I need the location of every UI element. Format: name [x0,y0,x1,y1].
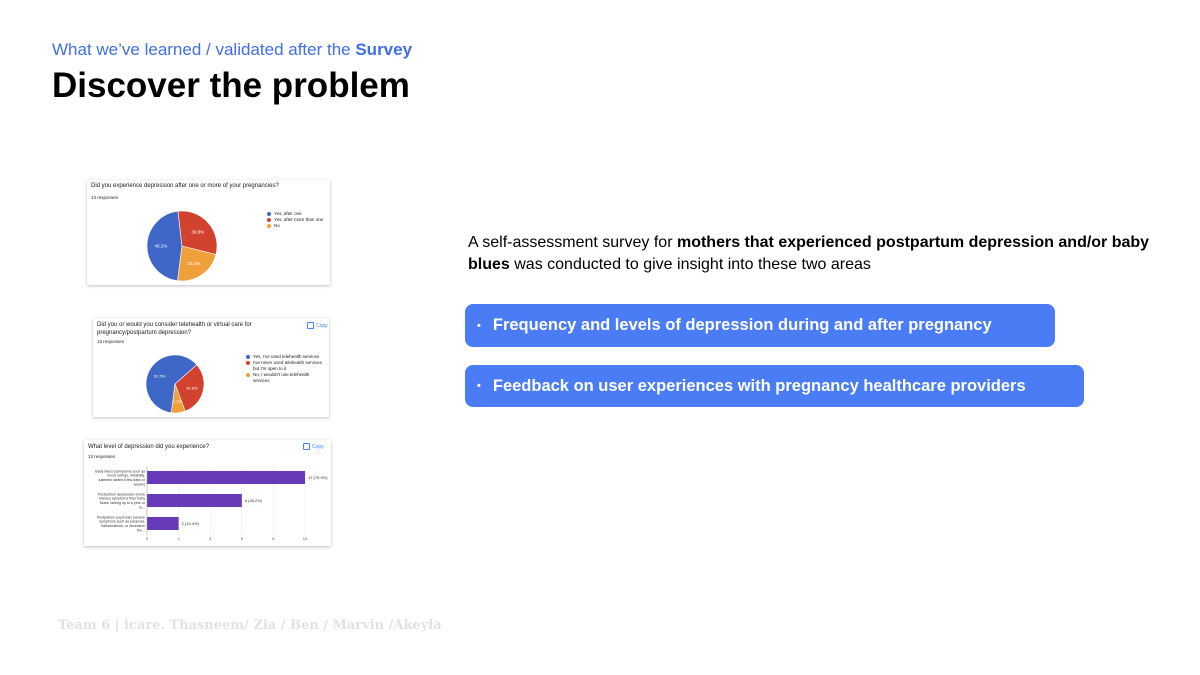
pie-slice-label: 61.5% [153,373,166,379]
card-question: Did you or would you consider telehealth or virtual care for pregnancy/postpartum depression? [97,322,252,336]
pie-slice-label: 23.1% [187,260,201,266]
pie-legend [246,354,326,384]
description-prefix: A self-assessment survey for [468,234,677,251]
bar [147,494,242,507]
focus-area-frequency [465,304,1055,347]
pie-slice-label: 30.8% [186,385,198,391]
card-responses: 13 responses [97,339,125,344]
legend-item: No [267,223,329,229]
description-suffix: was conducted to give insight into these two areas [509,256,871,274]
focus-area-label: Feedback on user experiences with pregnancy healthcare providers [492,376,1026,395]
bar-category-label: Postpartum psychosis (severe symptoms such as paranoia, hallucinations, or obsessive tho... [96,515,145,533]
pie-slice-label: 7.7% [172,398,182,404]
description-emphasis: mothers that experienced postpartum depression and/or baby blues [468,234,1150,274]
copy-button[interactable]: Copy [307,322,328,329]
legend-item: Yes, after one [267,211,329,217]
card-responses: 13 responses [91,195,119,200]
subtitle-emphasis: Survey [355,40,413,59]
copy-button[interactable]: Copy [303,443,324,450]
legend-item: Yes, I've used telehealth services [246,354,326,360]
pie-slice-label: 46.2% [154,243,168,249]
x-tick-label: 4 [209,536,212,541]
survey-description [468,232,1158,276]
x-tick-label: 6 [240,536,243,541]
bar-category-label: Baby blues (symptoms such as mood swings, irritability, sadness lasted a few days or weeks) [95,469,145,487]
bullet-icon: • [477,380,481,392]
x-tick-label: 8 [272,536,275,541]
pie-legend [267,211,329,229]
x-tick-label: 10 [302,536,308,541]
subtitle-prefix: What we’ve learned / validated after the [52,40,356,59]
survey-card-depression [87,180,330,285]
bar-chart-level [84,440,331,546]
focus-area-feedback [465,365,1084,407]
page-title: Discover the problem [52,66,410,105]
bar-value-label: 6 (46.2%) [244,498,263,503]
bar [147,471,305,484]
pie-chart-telehealth [143,353,207,415]
survey-card-level [84,440,331,546]
copy-icon [307,322,314,329]
x-tick-label: 0 [145,536,149,541]
pie-chart-depression [142,208,222,284]
pie-slice-label: 30.8% [191,229,205,235]
focus-area-label: Frequency and levels of depression during and after pregnancy [492,316,992,334]
legend-item: No, I wouldn't use telehealth services [246,372,326,384]
bar-value-label: 2 (15.4%) [181,521,199,526]
card-question: Did you experience depression after one or more of your pregnancies? [91,183,279,189]
legend-item: I've never used telehealth services but I'm open to it [246,360,326,372]
survey-card-telehealth [93,318,329,417]
bar-value-label: 13 (76.9%) [308,475,328,480]
legend-item: Yes, after more than one [267,217,329,223]
card-responses: 13 responses [88,454,116,459]
card-question: What level of depression did you experience? [88,444,210,450]
bar [147,517,179,530]
bullet-icon: • [477,319,481,332]
footer-credits: Team 6 | icare. Thasneem/ Zia / Ben / Marvin /Akeyla [58,618,442,633]
section-subtitle [52,40,412,60]
bar-category-label: Postpartum depression (more intense symptoms than baby blues, lasting up to a year or lo... [97,492,145,510]
x-tick-label: 2 [177,536,180,541]
